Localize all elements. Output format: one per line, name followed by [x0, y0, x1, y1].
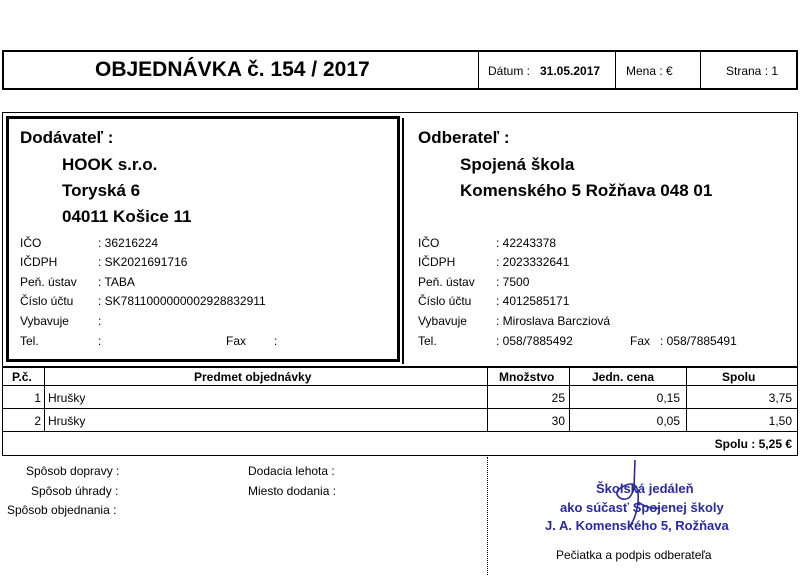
- customer-fax-value: : 058/7885491: [660, 334, 737, 348]
- date-value: 31.05.2017: [540, 64, 601, 78]
- order-title: OBJEDNÁVKA č. 154 / 2017: [95, 58, 370, 81]
- transport-label: Spôsob dopravy :: [26, 464, 120, 478]
- supplier-ico-label: IČO: [20, 236, 42, 250]
- supplier-bank-label: Peň. ústav: [20, 275, 77, 289]
- supplier-tel-label: Tel.: [20, 334, 39, 348]
- customer-account-value: : 4012585171: [496, 294, 570, 308]
- row-2-no: 2: [34, 414, 41, 428]
- customer-bank-value: : 7500: [496, 275, 530, 289]
- col-header-no: P.č.: [12, 370, 32, 384]
- supplier-account-value: : SK7811000000002928832911: [98, 294, 266, 308]
- order-method-label: Spôsob objednania :: [7, 503, 117, 517]
- col-header-total: Spolu: [722, 370, 756, 384]
- table-header-rule: [2, 385, 798, 386]
- table-row-rule: [2, 408, 798, 409]
- supplier-icdph-label: IČDPH: [20, 255, 58, 269]
- header-divider: [615, 52, 616, 89]
- header-divider: [478, 52, 479, 89]
- payment-label: Spôsob úhrady :: [31, 484, 119, 498]
- supplier-account-label: Číslo účtu: [20, 294, 74, 308]
- supplier-name: HOOK s.r.o.: [62, 155, 158, 174]
- date-label: Dátum :: [488, 64, 531, 78]
- customer-tel-value: : 058/7885492: [496, 334, 573, 348]
- customer-tel-label: Tel.: [418, 334, 437, 348]
- stamp-line-2: ako súčasť Spojenej školy: [560, 500, 724, 515]
- supplier-ico-value: : 36216224: [98, 236, 159, 250]
- customer-ico-label: IČO: [418, 236, 440, 250]
- supplier-fax-value: :: [274, 334, 278, 348]
- signature-label: Pečiatka a podpis odberateľa: [556, 548, 712, 562]
- supplier-bank-value: : TABA: [98, 275, 135, 289]
- stamp-line-3: J. A. Komenského 5, Rožňava: [545, 518, 729, 533]
- supplier-icdph-value: : SK2021691716: [98, 255, 188, 269]
- row-1-qty: 25: [551, 391, 565, 405]
- row-1-item: Hrušky: [48, 391, 86, 405]
- customer-bank-label: Peň. ústav: [418, 275, 475, 289]
- supplier-contact-value: :: [98, 314, 102, 328]
- footer-divider: [487, 457, 488, 575]
- supplier-contact-label: Vybavuje: [20, 314, 69, 328]
- table-col-rule: [569, 367, 570, 431]
- table-row-rule: [2, 431, 798, 432]
- header-divider: [700, 52, 701, 89]
- delivery-place-label: Miesto dodania :: [248, 484, 337, 498]
- delivery-term-label: Dodacia lehota :: [248, 464, 335, 478]
- table-col-rule: [686, 367, 687, 431]
- stamp-line-1: Školská jedáleň: [596, 481, 694, 496]
- grand-total: Spolu : 5,25 €: [714, 437, 792, 451]
- customer-account-label: Číslo účtu: [418, 294, 472, 308]
- customer-fax-label: Fax: [630, 334, 651, 348]
- row-2-total: 1,50: [768, 414, 792, 428]
- supplier-tel-value: :: [98, 334, 102, 348]
- customer-icdph-label: IČDPH: [418, 255, 456, 269]
- col-header-qty: Množstvo: [499, 370, 555, 384]
- customer-name: Spojená škola: [460, 155, 575, 174]
- customer-ico-value: : 42243378: [496, 236, 557, 250]
- row-2-qty: 30: [551, 414, 565, 428]
- page-number: Strana : 1: [726, 64, 779, 78]
- customer-icdph-value: : 2023332641: [496, 255, 570, 269]
- row-1-price: 0,15: [656, 391, 680, 405]
- supplier-street: Toryská 6: [62, 181, 141, 200]
- customer-contact-value: : Miroslava Barcziová: [496, 314, 611, 328]
- col-header-price: Jedn. cena: [592, 370, 655, 384]
- supplier-heading: Dodávateľ :: [20, 128, 114, 147]
- supplier-fax-label: Fax: [226, 334, 247, 348]
- currency: Mena : €: [626, 64, 673, 78]
- customer-contact-label: Vybavuje: [418, 314, 467, 328]
- row-1-total: 3,75: [768, 391, 792, 405]
- table-col-rule: [487, 367, 488, 431]
- row-1-no: 1: [34, 391, 41, 405]
- row-2-price: 0,05: [656, 414, 680, 428]
- supplier-box-shadow: [402, 118, 404, 364]
- table-col-rule: [44, 367, 45, 431]
- col-header-item: Predmet objednávky: [194, 370, 312, 384]
- customer-address: Komenského 5 Rožňava 048 01: [460, 181, 713, 200]
- row-2-item: Hrušky: [48, 414, 86, 428]
- supplier-city: 04011 Košice 11: [62, 207, 192, 226]
- customer-heading: Odberateľ :: [418, 128, 510, 147]
